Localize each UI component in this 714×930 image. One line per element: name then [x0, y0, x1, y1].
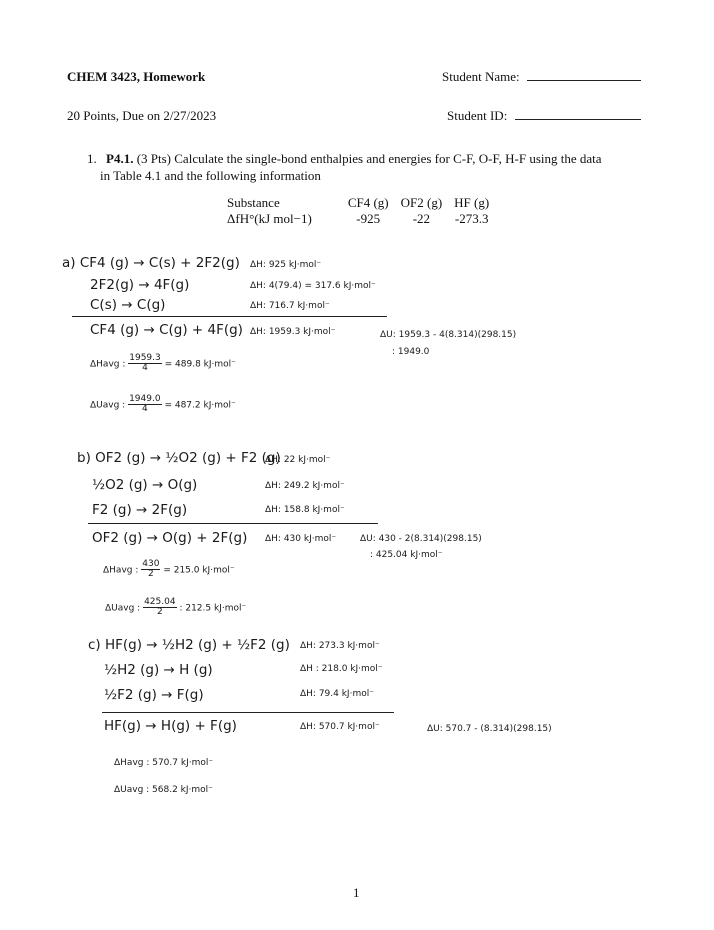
part-b-sum-line: [88, 523, 378, 524]
table-cell: HF (g): [454, 195, 490, 210]
points-due: 20 Points, Due on 2/27/2023: [67, 108, 217, 123]
part-c-rxn1: c) HF(g) → ½H2 (g) + ½F2 (g): [88, 637, 290, 653]
part-b-rxn1: b) OF2 (g) → ½O2 (g) + F2 (g): [77, 450, 281, 466]
problem-statement: [87, 151, 602, 167]
problem-number: 1.: [87, 151, 97, 166]
part-a-havg-fraction: [128, 354, 162, 374]
part-a-rxn2-dh: ΔH: 4(79.4) = 317.6 kJ·mol⁻: [250, 281, 376, 291]
table-cell: -273.3: [454, 211, 489, 226]
part-a-uavg-num: 1949.0: [129, 394, 161, 404]
page-number: 1: [353, 885, 360, 900]
part-a-uavg-result: = 487.2 kJ·mol⁻: [164, 400, 236, 411]
part-a-sum-line: [72, 316, 387, 317]
part-a-net-dh: ΔH: 1959.3 kJ·mol⁻: [250, 327, 336, 337]
part-c-rxn3-dh: ΔH: 79.4 kJ·mol⁻: [300, 689, 374, 699]
table-cell: ΔfH°(kJ mol−1): [227, 211, 312, 226]
part-b-rxn2: ½O2 (g) → O(g): [92, 477, 198, 493]
part-a-rxn3-dh: ΔH: 716.7 kJ·mol⁻: [250, 301, 330, 311]
table-cell: Substance: [227, 195, 280, 210]
part-a-rxn1: a) CF4 (g) → C(s) + 2F2(g): [62, 255, 240, 271]
part-c-rxn1-dh: ΔH: 273.3 kJ·mol⁻: [300, 641, 380, 651]
part-c-rxn3: ½F2 (g) → F(g): [104, 687, 204, 703]
part-b-havg-label: ΔHavg :: [103, 565, 139, 576]
part-b-rxn3-dh: ΔH: 158.8 kJ·mol⁻: [265, 505, 345, 515]
part-b-uavg-den: 2: [156, 607, 163, 618]
problem-label: P4.1.: [106, 151, 134, 166]
part-c-net: HF(g) → H(g) + F(g): [104, 718, 237, 734]
part-c-rxn2: ½H2 (g) → H (g): [104, 662, 213, 678]
part-c-sum-line: [102, 712, 394, 713]
student-id-field: [447, 108, 641, 124]
part-a-rxn2: 2F2(g) → 4F(g): [90, 277, 190, 293]
part-b-rxn3: F2 (g) → 2F(g): [92, 502, 188, 518]
part-b-havg: [103, 560, 235, 580]
part-b-uavg-label: ΔUavg :: [105, 603, 141, 614]
part-a-du-line2: : 1949.0: [392, 347, 430, 357]
student-id-blank: [515, 119, 641, 120]
part-b-havg-fraction: [141, 560, 160, 580]
part-c-uavg: ΔUavg : 568.2 kJ·mol⁻: [114, 785, 213, 795]
part-b-rxn1-dh: ΔH: 22 kJ·mol⁻: [265, 455, 331, 465]
part-b-rxn2-dh: ΔH: 249.2 kJ·mol⁻: [265, 481, 345, 491]
part-c-du-line1: ΔU: 570.7 - (8.314)(298.15): [427, 724, 552, 734]
part-a-havg: [90, 354, 236, 374]
part-b-net: OF2 (g) → O(g) + 2F(g): [92, 530, 248, 546]
part-b-havg-den: 2: [147, 569, 154, 580]
part-a-uavg: [90, 395, 236, 415]
part-a-uavg-fraction: [128, 395, 162, 415]
part-a-havg-den: 4: [142, 363, 148, 374]
part-b-uavg-num: 425.04: [144, 597, 176, 607]
course-title: CHEM 3423, Homework: [67, 69, 206, 84]
part-a-havg-result: = 489.8 kJ·mol⁻: [164, 359, 236, 370]
part-b-uavg-fraction: [143, 598, 177, 618]
problem-text-line1: (3 Pts) Calculate the single-bond enthalpies and energies for C-F, O-F, H-F using the data: [136, 151, 602, 166]
part-a-uavg-label: ΔUavg :: [90, 400, 126, 411]
table-cell: -22: [412, 211, 431, 226]
problem-text-line2: in Table 4.1 and the following information: [100, 168, 321, 183]
part-a-havg-num: 1959.3: [129, 353, 161, 363]
part-a-rxn3: C(s) → C(g): [90, 297, 166, 313]
student-name-blank: [527, 80, 641, 81]
table-cell: OF2 (g): [400, 195, 443, 210]
table-cell: -925: [356, 211, 381, 226]
part-b-havg-result: = 215.0 kJ·mol⁻: [163, 565, 235, 576]
student-id-label: Student ID:: [447, 108, 508, 123]
part-a-net: CF4 (g) → C(g) + 4F(g): [90, 322, 243, 338]
table-row: [227, 211, 495, 227]
table-row: [227, 195, 495, 211]
part-a-havg-label: ΔHavg :: [90, 359, 126, 370]
part-c-net-dh: ΔH: 570.7 kJ·mol⁻: [300, 722, 380, 732]
part-b-uavg-result: : 212.5 kJ·mol⁻: [179, 603, 247, 614]
part-c-rxn2-dh: ΔH : 218.0 kJ·mol⁻: [300, 664, 383, 674]
table-cell: CF4 (g): [347, 195, 389, 210]
part-c-havg: ΔHavg : 570.7 kJ·mol⁻: [114, 758, 214, 768]
part-a-rxn1-dh: ΔH: 925 kJ·mol⁻: [250, 260, 322, 270]
part-b-du-line2: : 425.04 kJ·mol⁻: [370, 550, 443, 560]
part-a-du-line1: ΔU: 1959.3 - 4(8.314)(298.15): [380, 330, 517, 340]
part-a-uavg-den: 4: [141, 404, 148, 415]
part-b-du-line1: ΔU: 430 - 2(8.314)(298.15): [360, 534, 482, 544]
enthalpy-table: [227, 195, 495, 227]
student-name-label: Student Name:: [442, 69, 520, 84]
part-b-net-dh: ΔH: 430 kJ·mol⁻: [265, 534, 337, 544]
part-b-havg-num: 430: [142, 559, 160, 569]
student-name-field: [442, 69, 641, 85]
part-b-uavg: [105, 598, 246, 618]
